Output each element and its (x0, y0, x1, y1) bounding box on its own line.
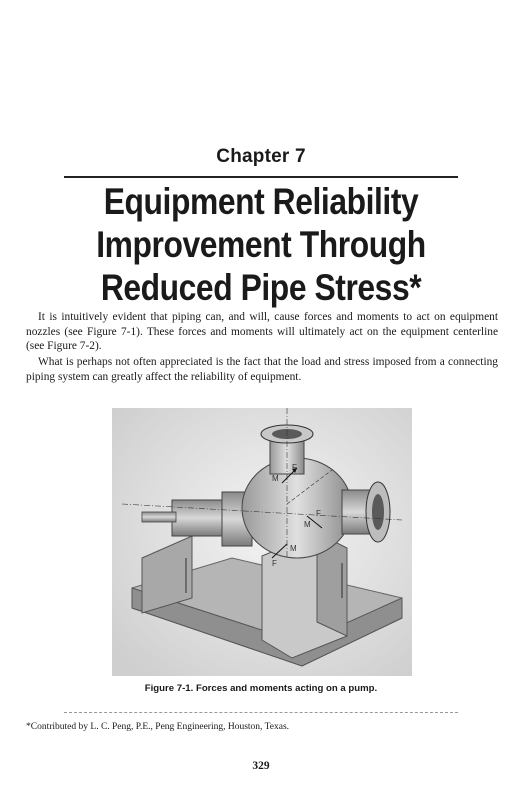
pump-figure (112, 408, 412, 676)
chapter-title: Equipment Reliability Improvement Through Reduced Pipe Stress* (96, 181, 426, 308)
figure-caption: Figure 7-1. Forces and moments acting on a pump. (144, 683, 378, 694)
pump-illustration (112, 408, 412, 676)
footnote-rule (64, 712, 458, 713)
body-paragraph-2: What is perhaps not often appreciated is the fact that the load and stress imposed from a connecting piping system can greatly affect the reliability of equipment. (26, 356, 498, 383)
bearing-housing (172, 500, 227, 536)
force-label-top: F (292, 463, 297, 472)
chapter-rule (64, 176, 458, 178)
chapter-label: Chapter 7 (216, 146, 306, 167)
force-label-base: F (272, 559, 277, 568)
footnote: *Contributed by L. C. Peng, P.E., Peng Engineering, Houston, Texas. (26, 722, 290, 732)
moment-label-base: M (290, 544, 297, 553)
moment-label-top: M (272, 474, 279, 483)
shaft (142, 512, 176, 522)
body-paragraph-1: It is intuitively evident that piping can, and will, cause forces and moments to act on equipment nozzles (see Figure 7-1). These forces and moments will ultimately act on the equipment centerline (see Figure 7-2). (26, 311, 498, 353)
moment-label-side: M (304, 520, 311, 529)
force-label-side: F (316, 509, 321, 518)
page-number: 329 (252, 760, 270, 772)
